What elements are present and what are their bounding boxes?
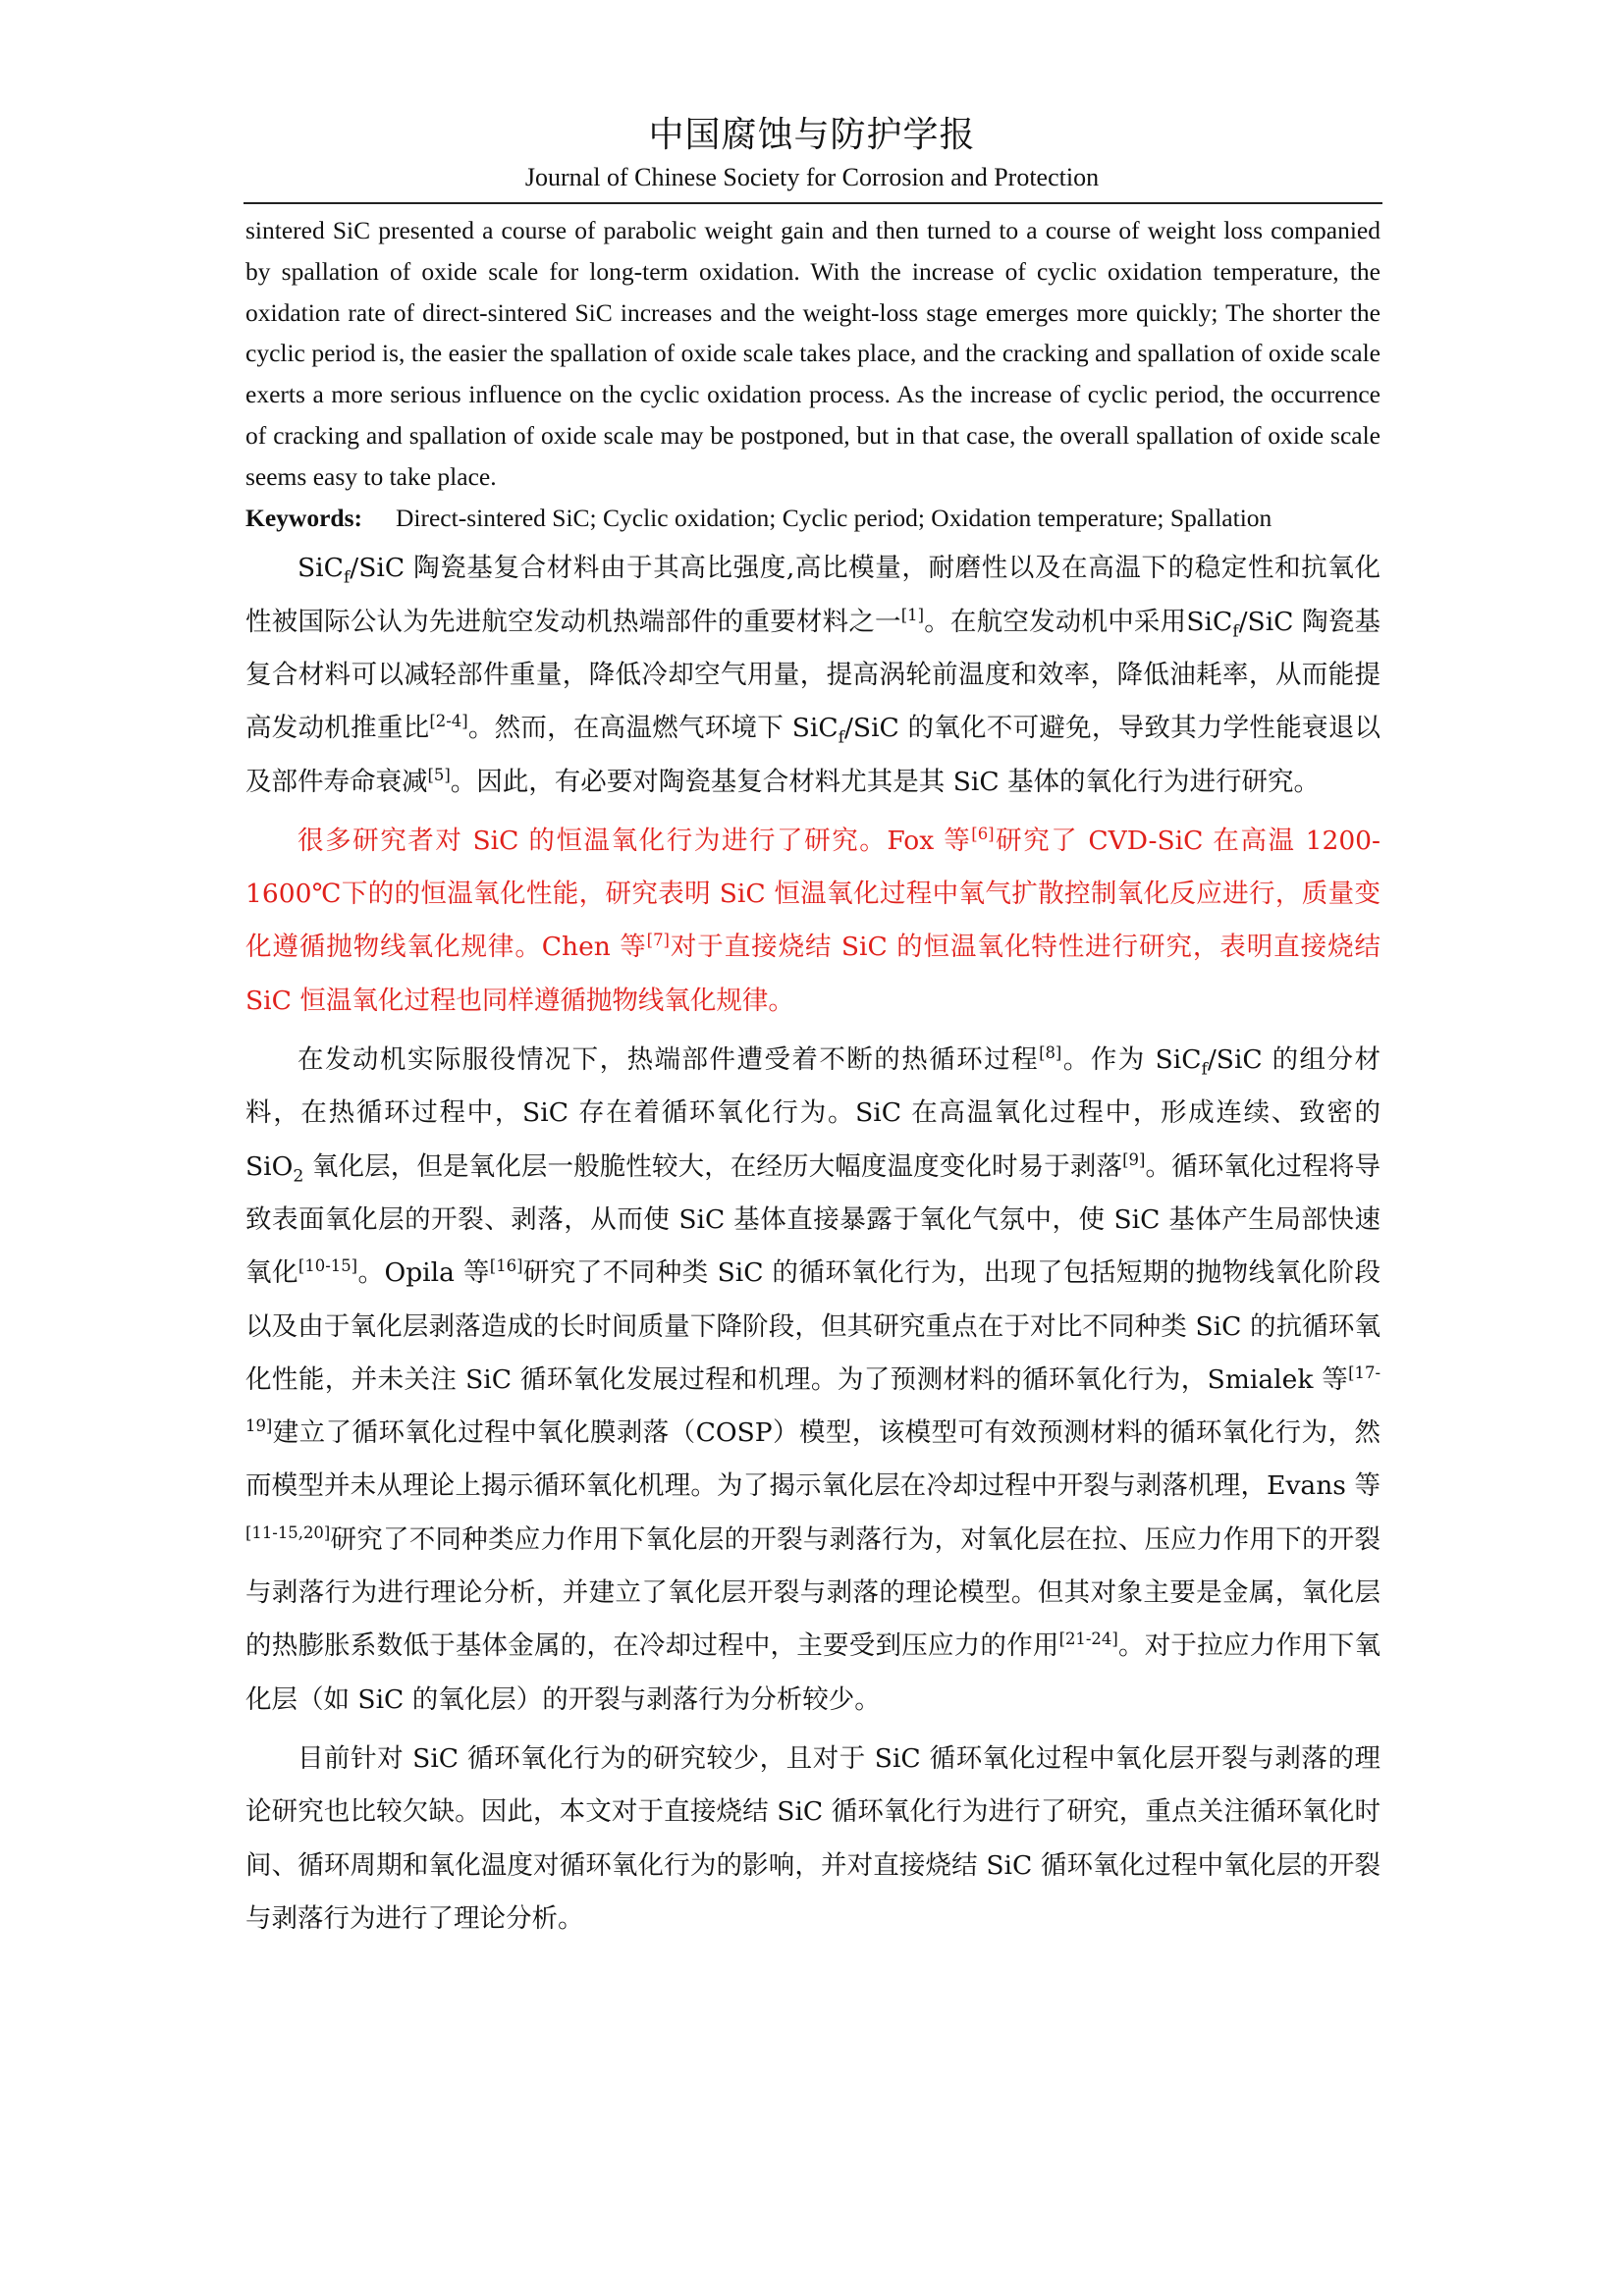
paragraph-intro: SiC$_f$/SiC 陶瓷基复合材料由于其高比强度,高比模量，耐磨性以及在高温下的稳定性和抗氧化性被国际公认为先进航空发动机热端部件的重要材料之一[1]。在航空发动机中采用SiC$_f$/SiC 陶瓷基复合材料可以减轻部件重量，降低冷却空气用量，提高涡轮前温度和效率，降低油耗率，从而能提高发动机推重比[2-4]。然而，在高温燃气环境下 SiC$_f$/SiC 的氧化不可避免，导致其力学性能衰退以及部件寿命衰减[5]。因此，有必要对陶瓷基复合材料尤其是其 SiC 基体的氧化行为进行研究。 [245, 553, 1380, 797]
citation: [9] [1122, 1149, 1146, 1169]
citation: [2-4] [429, 712, 468, 731]
page-body [245, 210, 1380, 1946]
citation: [11-15,20] [245, 1522, 331, 1542]
journal-header [0, 116, 1624, 192]
citation: [17-19] [245, 1363, 1380, 1436]
citation: [1] [900, 605, 925, 624]
keywords-label: Keywords: [245, 503, 362, 532]
citation: [8] [1039, 1043, 1062, 1063]
keywords [245, 498, 1380, 539]
paragraph-isothermal-highlighted: 很多研究者对 SiC 的恒温氧化行为进行了研究。Fox 等[6]研究了 CVD-SiC 在高温 1200-1600℃下的的恒温氧化性能，研究表明 SiC 恒温氧化过程中氧气扩散控制氧化反应进行，质量变化遵循抛物线氧化规律。Chen 等[7]对于直接烧结 SiC 的恒温氧化特性进行研究，表明直接烧结 SiC 恒温氧化过程也同样遵循抛物线氧化规律。 [245, 825, 1380, 1016]
abstract-continuation: sintered SiC presented a course of parabolic weight gain and then turned to a course of weight loss companied by spallation of oxide scale for long-term oxidation. With the increase of cyclic oxidation temperature, the oxidation rate of direct-sintered SiC increases and the weight-loss stage emerges more quickly; The shorter the cyclic period is, the easier the spallation of oxide scale takes place, and the cracking and spallation of oxide scale exerts a more serious influence on the cyclic oxidation process. As the increase of cyclic period, the occurrence of cracking and spallation of oxide scale may be postponed, but in that case, the overall spallation of oxide scale seems easy to take place. [245, 216, 1380, 491]
citation: [16] [489, 1256, 523, 1276]
keywords-text: Direct-sintered SiC; Cyclic oxidation; Cyclic period; Oxidation temperature; Spallation [395, 503, 1272, 532]
paragraph-cyclic-oxidation: 在发动机实际服役情况下，热端部件遭受着不断的热循环过程[8]。作为 SiC$_f$/SiC 的组分材料，在热循环过程中，SiC 存在着循环氧化行为。SiC 在高温氧化过程中，形成连续、致密的 SiO$_2$ 氧化层，但是氧化层一般脆性较大，在经历大幅度温度变化时易于剥落[9]。循环氧化过程将导致表面氧化层的开裂、剥落，从而使 SiC 基体直接暴露于氧化气氛中，使 SiC 基体产生局部快速氧化[10-15]。Opila 等[16]研究了不同种类 SiC 的循环氧化行为，出现了包括短期的抛物线氧化阶段以及由于氧化层剥落造成的长时间质量下降阶段，但其研究重点在于对比不同种类 SiC 的抗循环氧化性能，并未关注 SiC 循环氧化发展过程和机理。为了预测材料的循环氧化行为，Smialek 等[17-19]建立了循环氧化过程中氧化膜剥落（COSP）模型，该模型可有效预测材料的循环氧化行为，然而模型并未从理论上揭示循环氧化机理。为了揭示氧化层在冷却过程中开裂与剥落机理，Evans 等[11-15,20]研究了不同种类应力作用下氧化层的开裂与剥落行为，对氧化层在拉、压应力作用下的开裂与剥落行为进行理论分析，并建立了氧化层开裂与剥落的理论模型。但其对象主要是金属，氧化层的热膨胀系数低于基体金属的，在冷却过程中，主要受到压应力的作用[21-24]。对于拉应力作用下氧化层（如 SiC 的氧化层）的开裂与剥落行为分析较少。 [245, 1043, 1381, 1715]
journal-title-en: Journal of Chinese Society for Corrosion and Protection [524, 162, 1100, 191]
journal-title-cn: 中国腐蚀与防护学报 [648, 115, 976, 155]
citation: [21-24] [1058, 1629, 1118, 1649]
citation: [10-15] [298, 1256, 358, 1276]
paragraph-objective: 目前针对 SiC 循环氧化行为的研究较少，且对于 SiC 循环氧化过程中氧化层开裂与剥落的理论研究也比较欠缺。因此，本文对于直接烧结 SiC 循环氧化行为进行了研究，重点关注循环氧化时间、循环周期和氧化温度对循环氧化行为的影响，并对直接烧结 SiC 循环氧化过程中氧化层的开裂与剥落行为进行了理论分析。 [245, 1742, 1380, 1934]
citation: [6] [971, 825, 995, 844]
citation: [5] [427, 765, 451, 784]
citation: [7] [646, 931, 670, 950]
header-rule [244, 202, 1382, 204]
